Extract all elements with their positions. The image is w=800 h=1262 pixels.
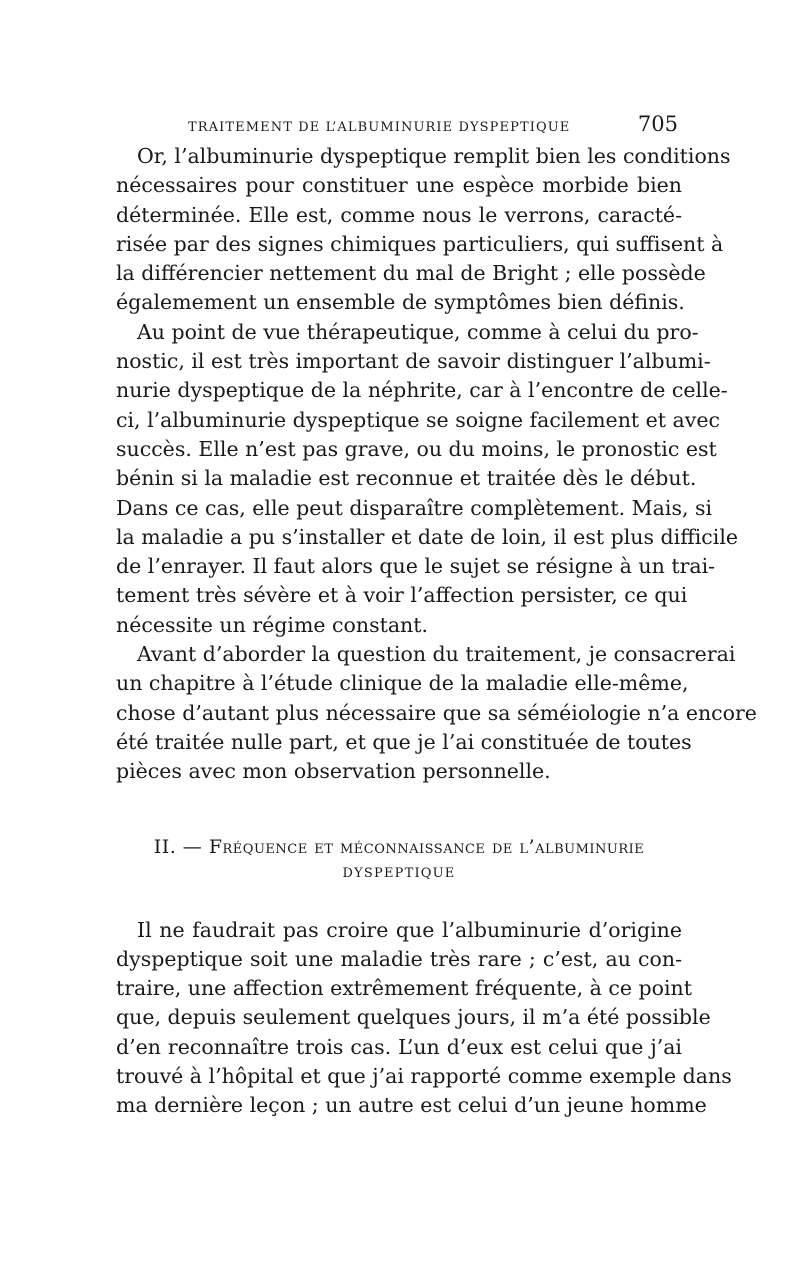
text-line: succès. Elle n’est pas grave, ou du moins, le pronostic est — [116, 436, 717, 461]
paragraph — [116, 318, 739, 640]
text-line: Dans ce cas, elle peut disparaître complètement. Mais, si — [116, 495, 713, 520]
text-line: dyspeptique soit une maladie très rare ; c’est, au con- — [116, 946, 682, 971]
text-line: bénin si la maladie est reconnue et traitée dès le début. — [116, 466, 697, 491]
text-line: un chapitre à l’étude clinique de la maladie elle-même, — [116, 671, 689, 696]
text-line: pièces avec mon observation personnelle. — [116, 759, 551, 784]
section-heading — [116, 832, 682, 886]
page-number: 705 — [637, 112, 678, 136]
section-title: II. — Fréquence et méconnaissance de l’albuminurie — [153, 835, 645, 858]
running-title: TRAITEMENT DE L’ALBUMINURIE DYSPEPTIQUE — [188, 120, 571, 135]
text-line: nurie dyspeptique de la néphrite, car à l’encontre de celle- — [116, 378, 728, 403]
section-subtitle: DYSPEPTIQUE — [342, 865, 456, 881]
text-line: Il ne faudrait pas croire que l’albuminurie d’origine — [137, 917, 682, 942]
paragraph — [116, 640, 757, 786]
text-line: ma dernière leçon ; un autre est celui d’un jeune homme — [116, 1093, 707, 1118]
paragraph — [116, 916, 732, 1121]
running-head — [116, 112, 682, 142]
text-line: la maladie a pu s’installer et date de loin, il est plus difficile — [116, 524, 739, 549]
text-line: ci, l’albuminurie dyspeptique se soigne facilement et avec — [116, 407, 720, 432]
text-line: égalemement un ensemble de symptômes bien définis. — [116, 290, 685, 315]
text-line: nécessite un régime constant. — [116, 612, 429, 637]
text-line: chose d’autant plus nécessaire que sa séméiologie n’a encore — [116, 700, 757, 725]
text-line: risée par des signes chimiques particuliers, qui suffisent à — [116, 231, 724, 256]
text-line: de l’enrayer. Il faut alors que le sujet se résigne à un trai- — [116, 554, 716, 579]
text-line: traire, une affection extrêmement fréquente, à ce point — [116, 976, 692, 1001]
text-line: nostic, il est très important de savoir distinguer l’albumi- — [116, 349, 711, 374]
paragraph — [116, 142, 731, 318]
text-line: que, depuis seulement quelques jours, il m’a été possible — [116, 1005, 711, 1030]
text-line: Au point de vue thérapeutique, comme à celui du pro- — [137, 319, 699, 344]
text-line: d’en reconnaître trois cas. L’un d’eux est celui que j’ai — [116, 1034, 682, 1059]
book-page — [116, 112, 757, 1121]
text-line: la différencier nettement du mal de Bright ; elle possède — [116, 261, 706, 286]
text-line: Or, l’albuminurie dyspeptique remplit bien les conditions — [137, 144, 731, 168]
text-line: été traitée nulle part, et que je l’ai constituée de toutes — [116, 729, 692, 754]
text-line: tement très sévère et à voir l’affection persister, ce qui — [116, 583, 688, 608]
text-line: Avant d’aborder la question du traitement, je consacrerai — [137, 642, 736, 667]
text-line: nécessaires pour constituer une espèce morbide bien — [116, 173, 682, 198]
text-line: déterminée. Elle est, comme nous le verrons, caracté- — [116, 202, 682, 227]
text-line: trouvé à l’hôpital et que j’ai rapporté comme exemple dans — [116, 1064, 732, 1089]
